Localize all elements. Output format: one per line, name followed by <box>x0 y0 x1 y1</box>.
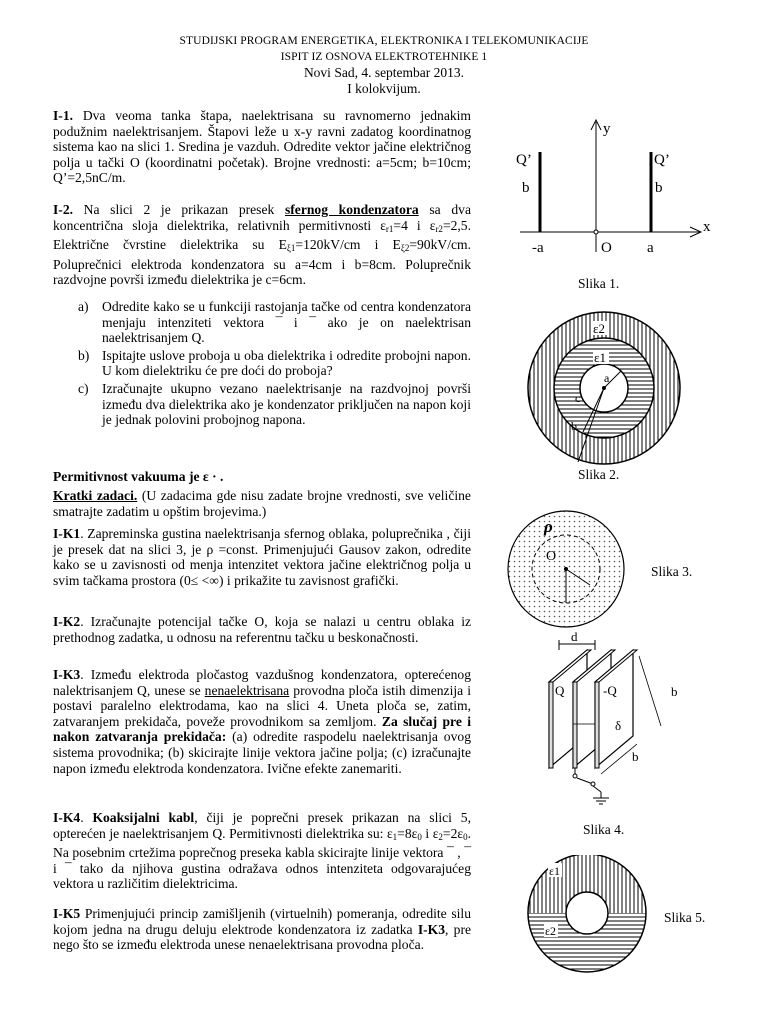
list-item: a) Odredite kako se u funkciji rastojanja tačke od centra kondenzatora menjaju intenziteti vektora ¯ i ¯ ako je on naelektrisan naelektrisanjem Q. <box>78 299 471 346</box>
exam-date: Novi Sad, 4. septembar 2013. <box>303 65 465 80</box>
neg-q-label: -Q <box>603 683 617 698</box>
y-label: y <box>603 121 611 137</box>
term-spherical-capacitor: sfernog kondenzatora <box>284 202 419 217</box>
short-problems-label: Kratki zadaci. <box>53 488 138 503</box>
switch-contact <box>573 774 577 778</box>
figure-1 <box>490 112 730 272</box>
problem-label: I-K5 <box>53 906 81 921</box>
eps2-label: ε2 <box>545 924 557 938</box>
a-label: a <box>604 371 610 385</box>
short-problems-intro: Kratki zadaci. (U zadacima gde nisu zadate brojne vrednosti, sve veličine smatrajte zadatim u opštim brojevima.) <box>53 488 471 519</box>
problem-label: I-1. <box>53 108 74 123</box>
neg-a-label: -a <box>532 240 544 256</box>
rho-label: ρ <box>544 517 553 536</box>
list-item: c) Izračunajte ukupno vezano naelektrisanje na razdvojnoj površi između dva dielektrika ako je kondenzator priključen na napon koji je jednak polovini probojnog napona. <box>78 380 471 428</box>
problem-k2: I-K2. Izračunajte potencijal tačke O, koja se nalazi u centru oblaka iz prethodnog zadatka, u odnosu na referentnu tačku u beskonačnosti. <box>53 614 471 645</box>
delta-label: δ <box>615 718 622 733</box>
switch <box>577 778 593 784</box>
exam-header <box>0 33 768 97</box>
problem-label: I-K3 <box>53 667 81 682</box>
problem-label: I-K1 <box>53 526 81 541</box>
problem-i2-subtasks <box>78 299 471 428</box>
length-label-left: b <box>522 180 530 196</box>
problem-label: I-K2 <box>53 614 81 629</box>
x-label: x <box>703 219 711 235</box>
eps2-label: ε2 <box>593 321 605 336</box>
eps1-label: ε1 <box>549 864 561 878</box>
b-label: b <box>571 419 577 433</box>
charge-label-right: Q’ <box>654 152 670 168</box>
origin-point <box>594 230 598 234</box>
origin-label: O <box>601 240 612 256</box>
b-bottom-label: b <box>632 749 639 764</box>
origin-label: O <box>546 549 557 564</box>
a-label: a <box>647 240 654 256</box>
figure-3-caption: Slika 3. <box>651 564 693 579</box>
figure-3 <box>498 505 638 635</box>
problem-label: I-K4 <box>53 810 81 825</box>
inner-conductor <box>566 892 608 934</box>
figure-1-caption: Slika 1. <box>578 276 620 291</box>
problem-k3: I-K3. Između elektroda pločastog vazdušnog kondenzatora, opterećenog nalektrisanjem Q, unese se nenaelektrisana provodna ploča istih dimenzija i postavi paralelno elektrodama, kao na slici 4. Uneta ploča se, zatim, zatvaranjem prekidača, poveže provodnikom sa zemljom. Za slučaj pre i nakon zatvaranja prekidača: (a) odredite raspodelu naelektrisanja ovog sistema provodnika; (b) skicirajte linije vektora jačine polja; (c) izračunajte napon između elektroda kondenzatora. Ivične efekte zanemariti. <box>53 667 471 776</box>
q-label: Q <box>555 683 565 698</box>
problem-k1: I-K1. Zapreminska gustina naelektrisanja sfernog oblaka, poluprečnika , čiji je presek dat na slici 3, je ρ =const. Primenjujući Gausov zakon, odredite kako se u zavisnosti od menja intenzitet vektora jačine električnog polja u svim tačkama prostora (0≤ <∞) i prikažite tu zavisnost grafički. <box>53 526 471 588</box>
problem-text: Dva veoma tanka štapa, naelektrisana su ravnomerno jednakim podužnim naelektrisanjem. Štapovi leže u x-y ravni zadatog koordinatnog sistema kao na slici 1. Sredina je vazduh. Odredite vektor jačine električnog polja u tački O (koordinatni početak). Brojne vrednosti: a=5cm; b=10cm; Q’=2,5nC/m. <box>53 108 472 186</box>
problem-i1 <box>53 108 471 186</box>
length-label-right: b <box>655 180 663 196</box>
exam-title: ISPIT IZ OSNOVA ELEKTROTEHNIKE 1 <box>280 51 488 63</box>
figure-5 <box>520 855 670 1015</box>
figure-5-caption: Slika 5. <box>664 910 706 925</box>
problem-k4: I-K4. Koaksijalni kabl, čiji je poprečni presek prikazan na slici 5, opterećen je naelektrisanjem Q. Permitivnosti dielektrika su: $\varepsilon_1=8\varepsilon_0$ i $\varepsilon_2=2\varepsilon_0$. Na posebnim crtežima poprečnog preseka kabla skicirajte linije vektora ¯ , ¯ i ¯ tako da njihova gustina odražava odnos intenziteta odgovarajućeg vektora u različitim dielektricima. <box>53 810 471 892</box>
charge-label-left: Q’ <box>516 152 532 168</box>
b-right-label: b <box>671 684 678 699</box>
c-label: c <box>575 391 581 405</box>
figure-2-caption: Slika 2. <box>578 467 620 482</box>
vacuum-permittivity: Permitivnost vakuuma je ε · . <box>53 469 224 484</box>
problem-k5: I-K5 Primenjujući princip zamišljenih (virtuelnih) pomeranja, odredite silu kojom jedna na drugu deluju elektrode kondenzatora iz zadatka I-K3, pre nego što se između elektroda unese nenaelektrisana provodna ploča. <box>53 906 472 953</box>
d-label: d <box>571 629 578 644</box>
figure-4-caption: Slika 4. <box>583 822 625 837</box>
eps1-label: ε1 <box>594 350 606 365</box>
problem-label: I-2. <box>53 202 74 217</box>
program-title: STUDIJSKI PROGRAM ENERGETIKA, ELEKTRONIKA I TELEKOMUNIKACIJE <box>179 35 589 47</box>
problem-i2: I-2. Na slici 2 je prikazan presek sfernog kondenzatora sa dva koncentrična sloja dielektrika, relativnih permitivnosti $\varepsilon_{r1}=4$ i $\varepsilon_{r2}=2,5$. Električne čvrstine dielektrika su $E_{\xi 1}=120kV/cm$ i $E_{\xi 2}=90kV/cm$. Poluprečnici elektroda kondenzatora su a=4cm i b=8cm. Poluprečnik razdvojne površi između dielektrika je c=6cm. <box>53 202 471 288</box>
list-item: b) Ispitajte uslove proboja u oba dielektrika i odredite probojni napon. U kom dielektriku će pre doći do proboja? <box>78 347 471 379</box>
figure-2 <box>520 307 690 467</box>
figure-4 <box>535 626 695 816</box>
colloquium-title: I kolokvijum. <box>347 81 421 96</box>
